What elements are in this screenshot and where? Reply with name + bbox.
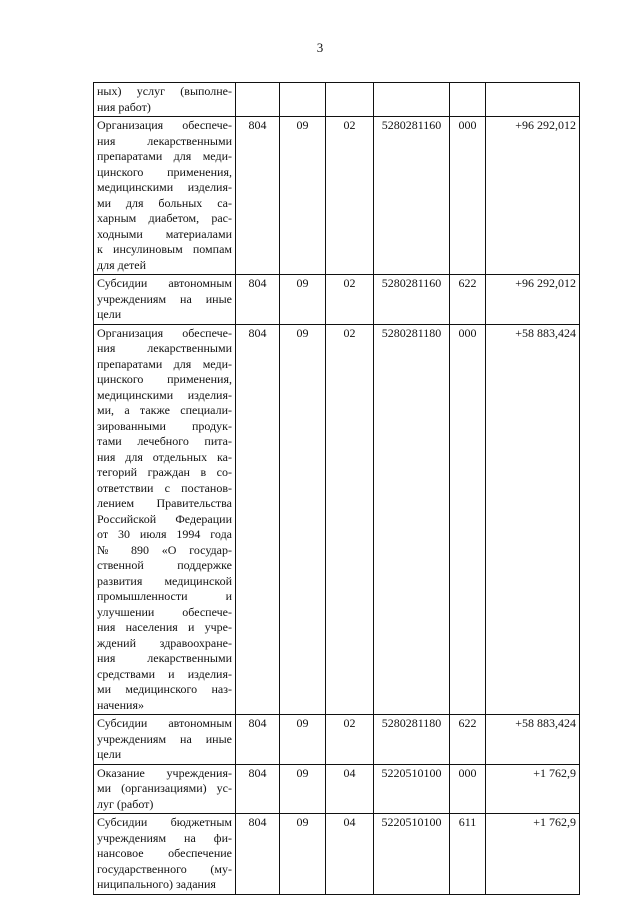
description-line: Организация обеспече- — [97, 325, 232, 340]
description-line: медицинскими изделия- — [97, 180, 232, 194]
description-line: Субсидии автономным — [97, 276, 232, 290]
expense-type-cell: 000 — [450, 117, 486, 275]
description-cell — [94, 275, 236, 325]
amount-cell: +96 292,012 — [486, 275, 580, 325]
description-line: ниципального) задания — [97, 877, 216, 891]
description-line: ственной поддержке — [97, 558, 232, 572]
amount-cell: +1 762,9 — [486, 814, 580, 895]
expense-type-cell: 000 — [450, 324, 486, 715]
description-line: ния для отдельных ка- — [97, 449, 232, 464]
description-line: государственного (му- — [97, 861, 232, 876]
description-line: промышленности и — [97, 589, 232, 603]
description-line: ждений здравоохране- — [97, 635, 232, 650]
description-line: цинского применения, — [97, 164, 232, 179]
description-line: зированными продук- — [97, 418, 232, 433]
description-line: ми медицинского наз- — [97, 682, 232, 696]
ministry-code-cell: 804 — [236, 814, 280, 895]
target-article-cell: 5220510100 — [374, 814, 450, 895]
description-line: ния населения и учре- — [97, 620, 232, 634]
section-code-cell: 09 — [280, 117, 326, 275]
table-row — [94, 324, 580, 715]
description-cell — [94, 83, 236, 117]
description-line: ния лекарственными — [97, 133, 232, 148]
section-code-cell: 09 — [280, 275, 326, 325]
amount-cell: +1 762,9 — [486, 764, 580, 814]
subsection-code-cell: 04 — [326, 814, 374, 895]
description-line: Организация обеспече- — [97, 118, 232, 132]
description-line: ния лекарственными — [97, 651, 232, 665]
subsection-code-cell: 04 — [326, 764, 374, 814]
description-line: от 30 июля 1994 года — [97, 527, 232, 541]
description-line: ния работ) — [97, 99, 151, 114]
description-line: препаратами для меди- — [97, 356, 232, 371]
subsection-code-cell — [326, 83, 374, 117]
expense-type-cell: 000 — [450, 764, 486, 814]
description-line: Оказание учреждения- — [97, 765, 232, 780]
description-cell — [94, 814, 236, 895]
description-line: медицинскими изделия- — [97, 387, 232, 402]
target-article-cell: 5220510100 — [374, 764, 450, 814]
description-line: средствами и изделия- — [97, 666, 232, 681]
description-line: улучшении обеспече- — [97, 604, 232, 619]
description-line: харным диабетом, рас- — [97, 211, 232, 225]
table-row — [94, 715, 580, 765]
amount-cell: +58 883,424 — [486, 324, 580, 715]
target-article-cell: 5280281180 — [374, 715, 450, 765]
description-line: Субсидии бюджетным — [97, 815, 232, 829]
description-line: ми (организациями) ус- — [97, 781, 232, 795]
description-line: ми, а также специали- — [97, 403, 232, 417]
description-line: учреждениям на иные — [97, 731, 232, 746]
target-article-cell: 5280281160 — [374, 275, 450, 325]
expense-type-cell: 622 — [450, 275, 486, 325]
section-code-cell: 09 — [280, 715, 326, 765]
amount-cell — [486, 83, 580, 117]
expense-type-cell: 611 — [450, 814, 486, 895]
section-code-cell — [280, 83, 326, 117]
section-code-cell: 09 — [280, 324, 326, 715]
budget-table — [93, 82, 580, 895]
description-cell — [94, 117, 236, 275]
section-code-cell: 09 — [280, 814, 326, 895]
ministry-code-cell: 804 — [236, 715, 280, 765]
description-cell — [94, 764, 236, 814]
section-code-cell: 09 — [280, 764, 326, 814]
description-line: ных) услуг (выполне- — [97, 84, 232, 98]
subsection-code-cell: 02 — [326, 117, 374, 275]
description-line: тегорий граждан в со- — [97, 465, 232, 479]
table-row — [94, 83, 580, 117]
ministry-code-cell: 804 — [236, 764, 280, 814]
description-line: ответствии с постанов- — [97, 480, 232, 495]
description-line: цели — [97, 307, 122, 321]
description-cell — [94, 715, 236, 765]
target-article-cell — [374, 83, 450, 117]
description-line: нансовое обеспечение — [97, 846, 232, 860]
expense-type-cell: 622 — [450, 715, 486, 765]
subsection-code-cell: 02 — [326, 324, 374, 715]
description-line: Субсидии автономным — [97, 716, 232, 730]
description-line: начения» — [97, 697, 144, 712]
ministry-code-cell: 804 — [236, 117, 280, 275]
page-number: 3 — [316, 40, 324, 55]
description-line: препаратами для меди- — [97, 149, 232, 163]
description-line: учреждениям на иные — [97, 291, 232, 306]
amount-cell: +96 292,012 — [486, 117, 580, 275]
table-row — [94, 764, 580, 814]
description-line: лением Правительства — [97, 496, 232, 510]
description-line: цели — [97, 747, 122, 761]
subsection-code-cell: 02 — [326, 275, 374, 325]
description-line: ми для больных са- — [97, 195, 232, 210]
target-article-cell: 5280281180 — [374, 324, 450, 715]
ministry-code-cell: 804 — [236, 275, 280, 325]
subsection-code-cell: 02 — [326, 715, 374, 765]
description-line: Российской Федерации — [97, 511, 232, 526]
description-line: к инсулиновым помпам — [97, 242, 232, 256]
description-line: луг (работ) — [97, 796, 154, 811]
description-line: учреждениям на фи- — [97, 830, 232, 845]
description-line: для детей — [97, 257, 147, 272]
expense-type-cell — [450, 83, 486, 117]
amount-cell: +58 883,424 — [486, 715, 580, 765]
description-line: цинского применения, — [97, 372, 232, 386]
description-line: развития медицинской — [97, 573, 232, 588]
table-row — [94, 117, 580, 275]
target-article-cell: 5280281160 — [374, 117, 450, 275]
description-line: ния лекарственными — [97, 341, 232, 355]
description-line: ходными материалами — [97, 226, 232, 241]
table-row — [94, 275, 580, 325]
description-line: тами лечебного пита- — [97, 434, 232, 448]
table-row — [94, 814, 580, 895]
ministry-code-cell: 804 — [236, 324, 280, 715]
ministry-code-cell — [236, 83, 280, 117]
description-line: № 890 «О государ- — [97, 542, 232, 557]
description-cell — [94, 324, 236, 715]
